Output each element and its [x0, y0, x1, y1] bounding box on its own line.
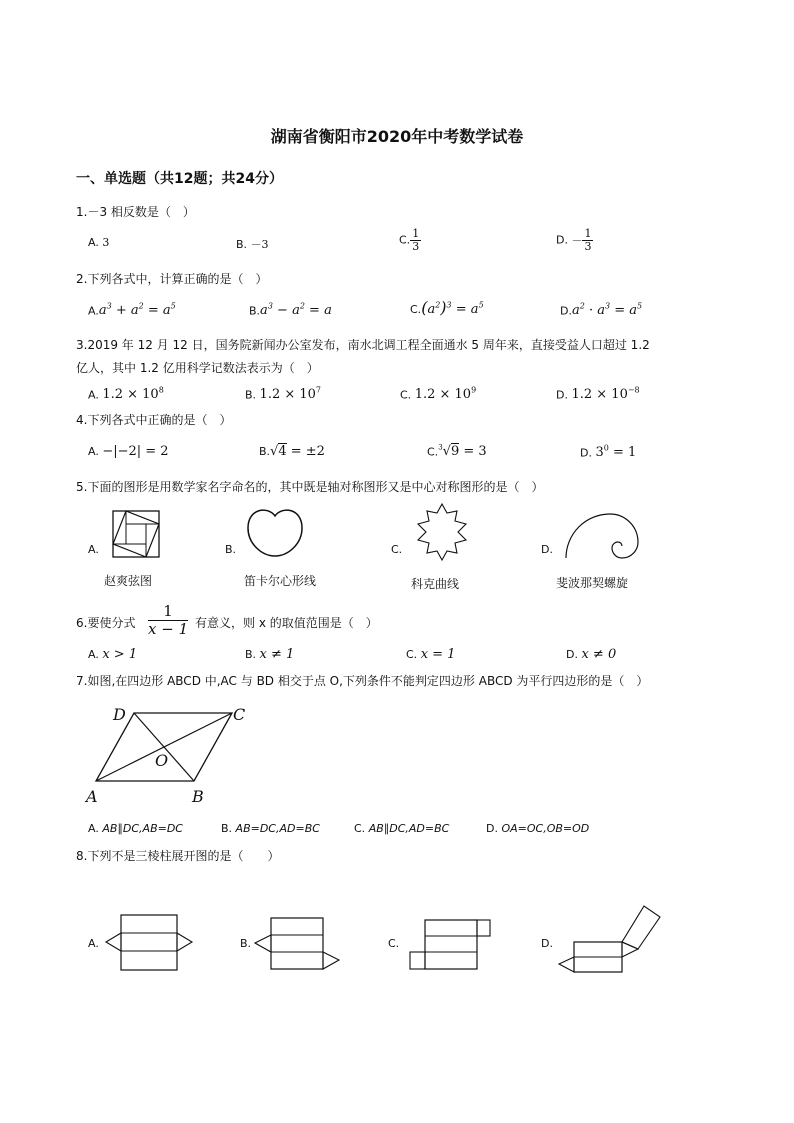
option-text: AB∥DC,AD=BC	[368, 822, 450, 835]
q3-option-d[interactable]	[556, 386, 640, 402]
exponent: 7	[315, 386, 322, 395]
formula: $a^3 - a^2 = a$	[260, 302, 332, 319]
option-label: A.	[88, 822, 99, 835]
option-label: C.	[406, 648, 418, 661]
question-2-stem: 2.下列各式中，计算正确的是（ ）	[76, 272, 268, 286]
zhao-shuang-diagram	[112, 510, 162, 560]
fraction-numerator: 1	[412, 227, 420, 240]
question-5-stem: 5.下面的图形是用数学家名字命名的，其中既是轴对称图形又是中心对称图形的是（ ）	[76, 480, 544, 494]
q5-caption-a: 赵爽弦图	[104, 574, 153, 588]
q6-option-b[interactable]	[245, 647, 294, 662]
option-label: B.	[259, 445, 271, 458]
q5-option-c-label[interactable]: C.	[391, 543, 403, 556]
point-label-d: D	[113, 705, 126, 724]
option-label: B.	[236, 238, 248, 251]
formula: $a^2 \cdot a^3 = a^5$	[571, 302, 643, 319]
q5-caption-b: 笛卡尔心形线	[244, 574, 317, 588]
option-label: C.	[410, 303, 422, 316]
formula: x ≠ 1	[259, 647, 295, 662]
option-label: C.	[400, 388, 412, 402]
option-label: D.	[560, 304, 572, 318]
q4-option-d[interactable]	[580, 444, 636, 460]
cardioid-curve	[246, 506, 304, 558]
formula-base: 1.2 × 10	[414, 387, 472, 403]
radicand: 9	[450, 444, 460, 460]
option-label: D.	[556, 388, 568, 402]
page-title: 湖南省衡阳市2020年中考数学试卷	[270, 127, 524, 146]
prism-net-c	[408, 919, 492, 971]
formula-base: 1.2 × 10	[102, 387, 159, 403]
option-label: C.	[354, 822, 366, 835]
fraction-numerator: 1	[584, 227, 592, 240]
exponent: −8	[627, 386, 640, 395]
koch-snowflake	[414, 502, 470, 564]
option-label: B.	[221, 822, 233, 835]
sqrt-icon: √	[270, 444, 279, 459]
fraction-denominator: 3	[412, 240, 420, 254]
point-label-o: O	[155, 751, 169, 770]
point-label-c: C	[233, 705, 246, 724]
formula-base: 1.2 × 10	[259, 387, 316, 403]
q7-option-c[interactable]	[354, 822, 449, 835]
q4-option-b[interactable]	[259, 444, 325, 459]
minus-sign: －	[571, 234, 583, 248]
q3-option-c[interactable]	[400, 386, 476, 402]
q5-option-a-label[interactable]: A.	[88, 543, 99, 556]
q8-option-d-label[interactable]: D.	[541, 937, 553, 950]
option-label: A.	[88, 648, 99, 661]
point-label-a: A	[86, 787, 98, 806]
sqrt-icon: √	[442, 444, 451, 460]
radicand: 4	[278, 444, 287, 459]
q7-option-d[interactable]	[486, 822, 589, 835]
option-text: OA=OC,OB=OD	[501, 822, 590, 835]
q1-option-a[interactable]	[88, 236, 109, 249]
option-label: D.	[580, 446, 592, 460]
option-label: A.	[88, 304, 99, 318]
option-label: B.	[249, 304, 261, 318]
q2-option-d[interactable]	[560, 302, 642, 318]
option-label: C.	[427, 445, 439, 459]
question-3-stem-line1: 3.2019 年 12 月 12 日，国务院新闻办公室发布，南水北调工程全面通水 5 周年来，直接受益人口超过 1.2	[76, 338, 650, 352]
q6-option-a[interactable]	[88, 647, 137, 662]
q5-option-b-label[interactable]: B.	[225, 543, 237, 556]
question-6-stem-pre: 6.要使分式	[76, 616, 136, 630]
option-label: D.	[556, 233, 568, 247]
formula-rest: = 1	[608, 445, 637, 461]
q6-fraction	[148, 603, 188, 637]
option-label: A.	[88, 236, 99, 249]
exponent: 0	[603, 444, 609, 453]
option-label: D.	[486, 822, 498, 835]
formula: $(a^2)^3 = a^5$	[421, 298, 484, 317]
question-7-stem: 7.如图,在四边形 ABCD 中,AC 与 BD 相交于点 O,下列条件不能判定四边形 ABCD 为平行四边形的是（ ）	[76, 674, 649, 688]
formula: −|−2| = 2	[102, 444, 169, 459]
q7-option-b[interactable]	[221, 822, 320, 835]
q2-option-b[interactable]	[249, 302, 332, 318]
q6-option-c[interactable]	[406, 647, 455, 662]
question-4-stem: 4.下列各式中正确的是（ ）	[76, 413, 232, 427]
parallelogram-abcd-diagram	[84, 704, 254, 808]
fibonacci-spiral	[562, 506, 642, 562]
prism-net-a	[104, 914, 194, 972]
q2-option-c[interactable]	[410, 298, 484, 317]
q3-option-b[interactable]	[245, 386, 321, 402]
option-value: 3	[102, 236, 110, 249]
q8-option-c-label[interactable]: C.	[388, 937, 400, 950]
option-label: A.	[88, 445, 99, 458]
formula-rest: = ±2	[286, 444, 325, 459]
formula-base: 3	[595, 445, 604, 461]
option-label: D.	[566, 648, 578, 661]
question-3-stem-line2: 亿人，其中 1.2 亿用科学记数法表示为（ ）	[76, 361, 319, 375]
q5-option-d-label[interactable]: D.	[541, 543, 553, 556]
section-heading: 一、单选题（共12题；共24分）	[76, 171, 283, 187]
prism-net-b	[252, 917, 342, 971]
fraction-denominator: x − 1	[148, 619, 189, 638]
q5-caption-c: 科克曲线	[411, 577, 460, 591]
formula: x ≠ 0	[581, 647, 617, 662]
option-label: B.	[245, 388, 257, 402]
exponent: 8	[158, 386, 164, 395]
formula-base: 1.2 × 10	[571, 387, 628, 403]
q1-option-b[interactable]	[236, 236, 269, 252]
q5-caption-d: 斐波那契螺旋	[556, 576, 629, 590]
root-index: 3	[438, 444, 443, 452]
q6-option-d[interactable]	[566, 647, 616, 662]
fraction-numerator: 1	[148, 603, 188, 621]
point-label-b: B	[192, 787, 204, 806]
option-text: AB=DC,AD=BC	[235, 822, 320, 835]
exponent: 9	[471, 386, 477, 395]
q1-option-d[interactable]	[556, 228, 593, 253]
q3-option-a[interactable]	[88, 386, 164, 402]
formula-rest: = 3	[459, 444, 487, 460]
formula: $a^3 + a^2 = a^5$	[98, 302, 176, 319]
prism-net-d	[556, 904, 662, 974]
q1-option-c[interactable]	[399, 228, 421, 253]
q2-option-a[interactable]	[88, 302, 176, 318]
q4-option-a[interactable]	[88, 444, 169, 459]
q7-option-a[interactable]	[88, 822, 183, 835]
formula: x = 1	[420, 647, 456, 662]
option-label: C.	[399, 233, 411, 247]
q8-option-b-label[interactable]: B.	[240, 937, 252, 950]
q4-option-c[interactable]	[427, 444, 487, 459]
option-text: AB∥DC,AB=DC	[102, 822, 183, 835]
question-6-stem-post: 有意义，则 x 的取值范围是（ ）	[195, 616, 378, 630]
question-1-stem: 1.－3 相反数是（ ）	[76, 205, 195, 219]
question-8-stem: 8.下列不是三棱柱展开图的是（ ）	[76, 849, 280, 863]
option-value: －3	[250, 238, 269, 251]
option-label: B.	[245, 648, 257, 661]
option-label: A.	[88, 388, 99, 402]
formula: x > 1	[102, 647, 138, 662]
q8-option-a-label[interactable]: A.	[88, 937, 99, 950]
fraction-denominator: 3	[584, 240, 592, 254]
